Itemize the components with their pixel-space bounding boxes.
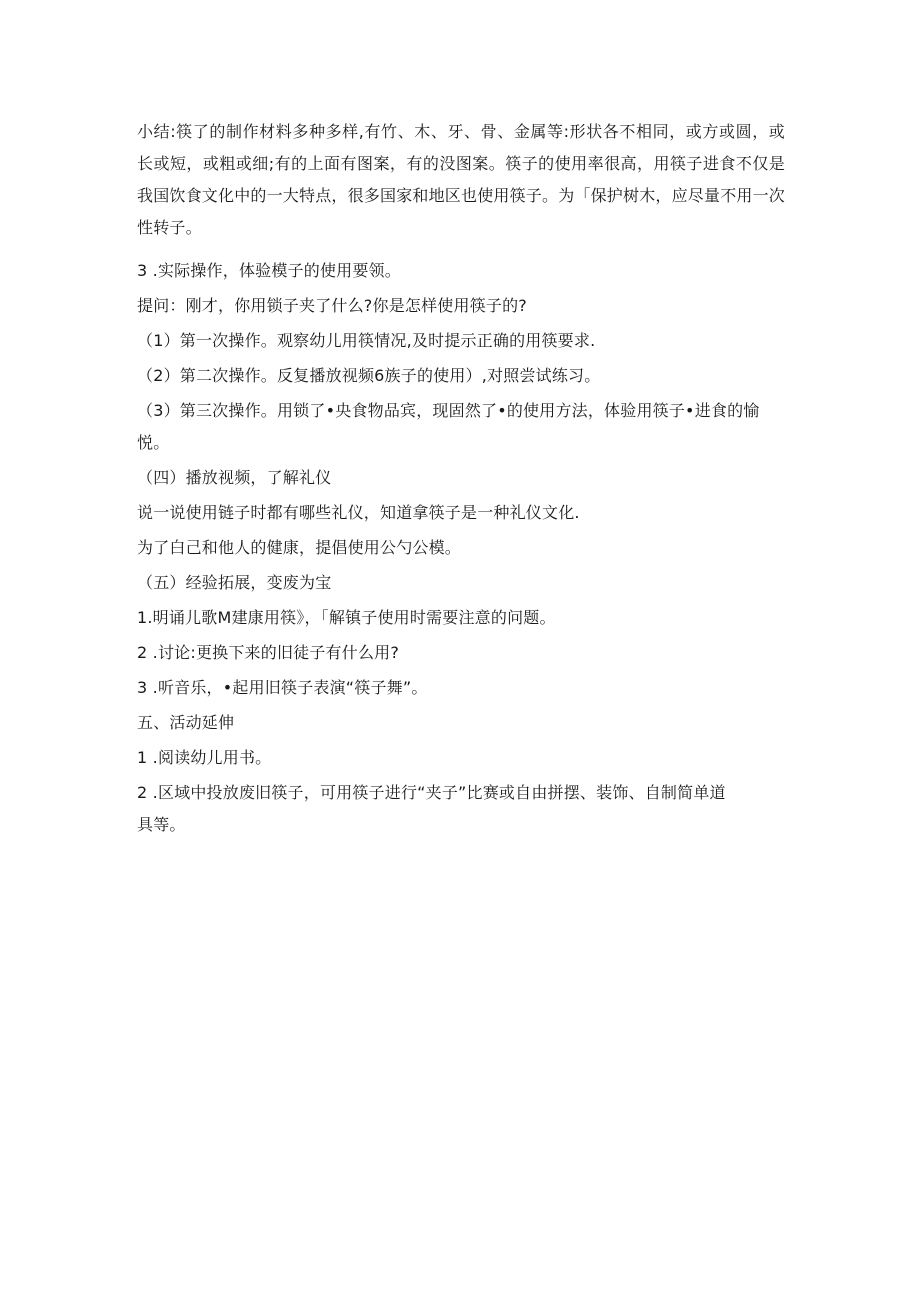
step-1: （1）第一次操作。观察幼儿用筷情况,及时提示正确的用筷要求. bbox=[137, 331, 596, 350]
extension-item-1: 1.明诵儿歌M建康用筷》，「解镇子使用时需要注意的问题。 bbox=[137, 608, 556, 627]
activity-extend-2 bbox=[137, 777, 785, 841]
summary-paragraph: 小结:筷了的制作材料多种多样,有竹、木、牙、骨、金属等:形状各不相同，或方或圆，或长或短，或粗或细;有的上面有图案，有的没图案。筷子的使用率很高，用筷子进食不仅是我国饮食文化中的一大特点，很多国家和地区也使用筷子。为「保护树木，应尽量不用一次性转子。 bbox=[137, 122, 786, 237]
question-paragraph: 提问：刚才，你用锁子夹了什么?你是怎样使用筷子的? bbox=[137, 296, 527, 315]
item-3-practice: 3 .实际操作，体验模子的使用要领。 bbox=[137, 261, 401, 280]
extension-item-3: 3 .听音乐，•起用旧筷子表演“筷子舞”。 bbox=[137, 678, 428, 697]
etiquette-line-1: 说一说使用链子时都有哪些礼仪，知道拿筷子是一种礼仪文化. bbox=[137, 503, 580, 522]
extension-item-2: 2 .讨论:更换下来的旧徒子有什么用? bbox=[137, 643, 400, 662]
step-2: （2）第二次操作。反复播放视频6族子的使用）,对照尝试练习。 bbox=[137, 366, 601, 385]
activity-extend-1: 1 .阅读幼儿用书。 bbox=[137, 748, 272, 767]
activity-extend-2-line-2: 具等。 bbox=[137, 815, 186, 834]
step-3 bbox=[137, 395, 785, 459]
section-4-heading: （四）播放视频，了解礼仪 bbox=[137, 468, 332, 487]
step-3-line-2: 悦。 bbox=[137, 433, 170, 452]
part-5-heading: 五、活动延伸 bbox=[137, 713, 235, 732]
document-body bbox=[137, 116, 785, 844]
etiquette-line-2: 为了白己和他人的健康，提倡使用公勺公模。 bbox=[137, 538, 462, 557]
section-5-heading: （五）经验拓展，变废为宝 bbox=[137, 573, 332, 592]
activity-extend-2-line-1: 2 .区域中投放废旧筷子，可用筷子进行“夹子”比赛或自由拼摆、装饰、自制简单道 bbox=[137, 783, 726, 802]
step-3-line-1: （3）第三次操作。用锁了•央食物品宾，现固然了•的使用方法，体验用筷子•进食的愉 bbox=[137, 401, 760, 420]
